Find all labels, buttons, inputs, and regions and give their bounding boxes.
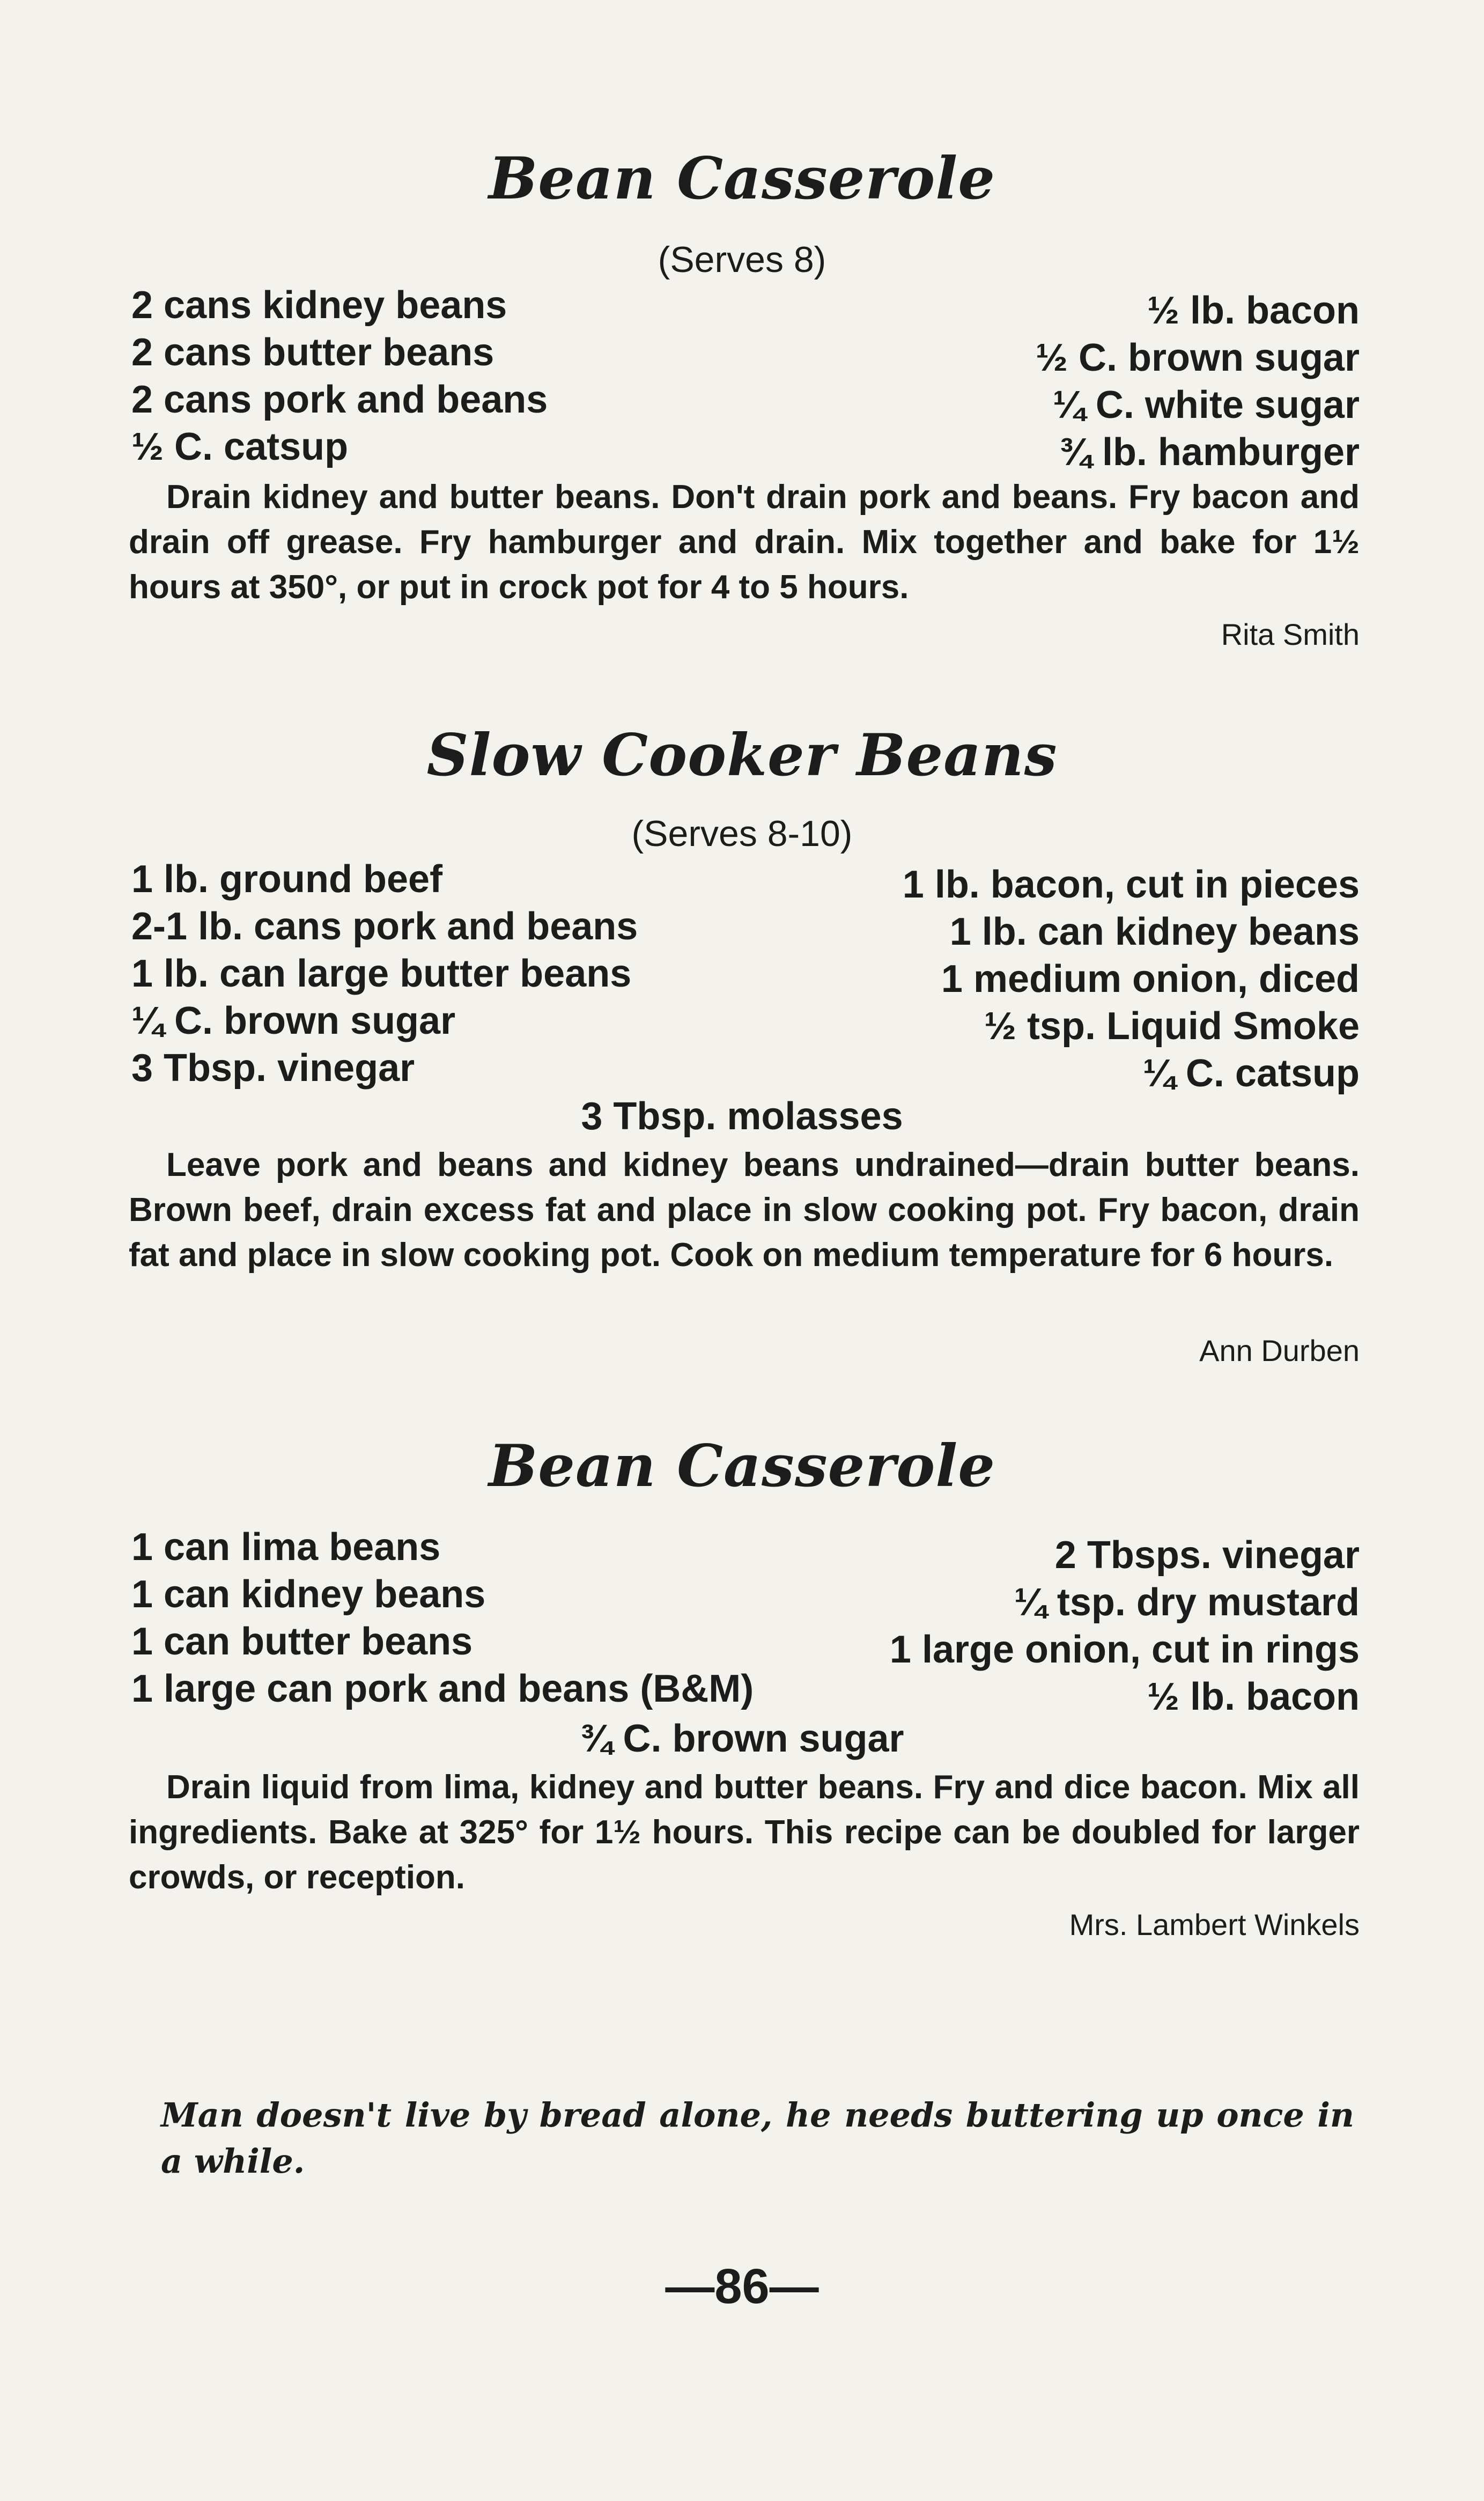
recipe-title: Bean Casserole	[488, 1432, 996, 1500]
recipe-title: Bean Casserole	[488, 145, 996, 212]
ingredient: 2 cans butter beans	[131, 331, 494, 374]
ingredient: 3 Tbsp. vinegar	[131, 1047, 415, 1090]
ingredients-right	[890, 1532, 1360, 1720]
recipe-serves: (Serves 8)	[658, 239, 826, 280]
ingredient-center: ¾ C. brown sugar	[580, 1717, 904, 1760]
quote: Man doesn't live by bread alone, he needs buttering up once in a while.	[161, 2095, 1354, 2181]
ingredients-left	[131, 856, 638, 1092]
ingredient: 1 can butter beans	[131, 1620, 473, 1663]
ingredients-right	[903, 861, 1360, 1097]
ingredients-left	[131, 1524, 754, 1712]
ingredient: ¼ C. white sugar	[1052, 384, 1360, 426]
ingredient: ½ lb. bacon	[1147, 1675, 1360, 1718]
recipe-credit: Ann Durben	[1199, 1334, 1360, 1367]
recipe-credit: Rita Smith	[1221, 617, 1360, 651]
ingredient: 2 cans pork and beans	[131, 378, 548, 421]
ingredient: 1 can lima beans	[131, 1526, 441, 1569]
ingredient: ¼ C. brown sugar	[131, 999, 456, 1042]
ingredient: 1 lb. ground beef	[131, 858, 443, 901]
ingredient-center: 3 Tbsp. molasses	[581, 1095, 903, 1138]
recipe-instructions: Drain liquid from lima, kidney and butter beans. Fry and dice bacon. Mix all ingredients. Bake at 325° for 1½ hours. This recipe can be doubled for larger crowds, or reception.	[129, 1769, 1360, 1896]
recipe-credit: Mrs. Lambert Winkels	[1069, 1908, 1360, 1941]
ingredient: 1 lb. bacon, cut in pieces	[902, 863, 1360, 906]
ingredient: 1 lb. can large butter beans	[131, 952, 632, 995]
ingredient: 1 large can pork and beans (B&M)	[131, 1667, 754, 1710]
ingredient: 1 can kidney beans	[131, 1573, 486, 1616]
recipe-serves: (Serves 8-10)	[631, 813, 853, 854]
ingredient: ¼ tsp. dry mustard	[1014, 1581, 1360, 1624]
recipe-instructions: Drain kidney and butter beans. Don't drain pork and beans. Fry bacon and drain off grease. Fry hamburger and drain. Mix together and bake for 1½ hours at 350°, or put in crock pot for 4 to 5 hours.	[129, 479, 1360, 606]
ingredient: 2 cans kidney beans	[131, 284, 507, 327]
ingredients-left	[131, 282, 548, 470]
page-number: —86—	[665, 2259, 819, 2314]
ingredient: 1 medium onion, diced	[941, 958, 1360, 1001]
ingredient: ½ tsp. Liquid Smoke	[984, 1005, 1360, 1048]
ingredients-right	[1036, 287, 1360, 476]
recipe-title: Slow Cooker Beans	[426, 722, 1058, 789]
ingredient: ½ lb. bacon	[1147, 289, 1360, 332]
ingredient: ½ C. brown sugar	[1035, 336, 1360, 379]
ingredient: 2 Tbsps. vinegar	[1054, 1534, 1360, 1577]
ingredient: ½ C. catsup	[131, 425, 349, 468]
ingredient: 2-1 lb. cans pork and beans	[131, 905, 638, 948]
ingredient: 1 lb. can kidney beans	[949, 910, 1360, 953]
recipe-instructions: Leave pork and beans and kidney beans undrained—drain butter beans. Brown beef, drain excess fat and place in slow cooking pot. Fry bacon, drain fat and place in slow cooking pot. Cook on medium temperature for 6 hours.	[129, 1146, 1360, 1274]
ingredient: ¼ C. catsup	[1142, 1052, 1360, 1095]
ingredient: ¾ lb. hamburger	[1059, 431, 1360, 474]
ingredient: 1 large onion, cut in rings	[889, 1628, 1360, 1671]
